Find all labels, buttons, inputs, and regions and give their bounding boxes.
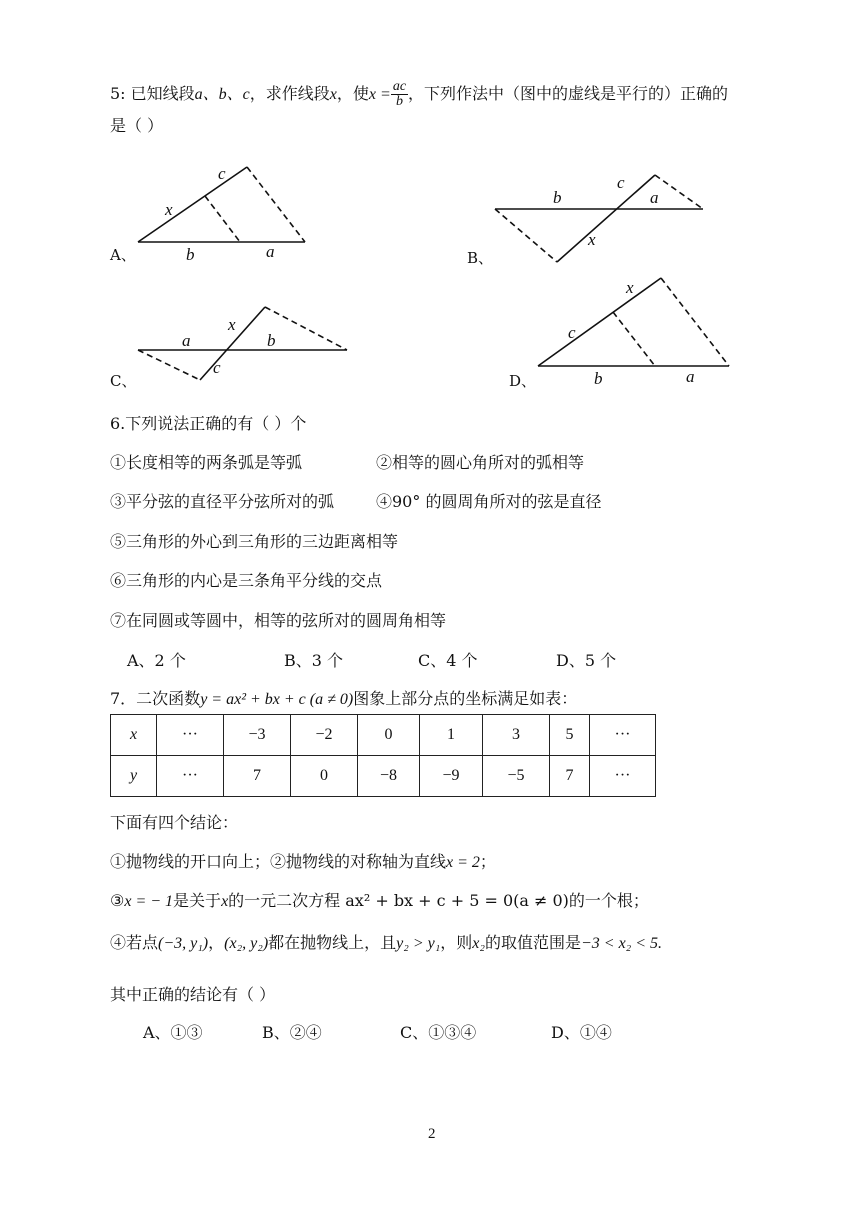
q7-c4-text-b: ， — [208, 933, 225, 952]
fig-b-c: c — [617, 173, 625, 192]
q5-frac-den: b — [395, 94, 403, 109]
q7-c4-text-e: 的取值范围是 — [484, 933, 581, 952]
q6-statement-4: ④90° 的圆周角所对的弦是直径 — [376, 492, 602, 511]
fig-d-c: c — [568, 323, 576, 342]
q7-c12-end: ； — [479, 852, 496, 871]
q7-option-d: D、①④ — [551, 1023, 612, 1042]
q5-eq-lhs: x = — [368, 86, 391, 103]
table-cell-x-label: x — [111, 715, 157, 756]
q7-c4-point2: (x₂, y₂) — [224, 935, 269, 952]
table-cell: −2 — [291, 715, 358, 756]
fig-a-a: a — [266, 242, 275, 261]
table-cell: 0 — [358, 715, 420, 756]
q7-conclusion-1-2 — [110, 849, 496, 872]
fig-c-x: x — [228, 315, 236, 334]
q6-option-a: A、2 个 — [127, 651, 186, 670]
q7-c4-text-a: ④若点 — [110, 933, 159, 952]
q6-statement-3: ③平分弦的直径平分弦所对的弧 — [110, 492, 335, 511]
table-cell-y-label: y — [111, 756, 157, 797]
q7-c3-eq: x = − 1 — [124, 893, 174, 910]
table-cell: 3 — [483, 715, 550, 756]
table-cell: 1 — [420, 715, 483, 756]
q7-c4-text-c: 都在抛物线上，且 — [268, 933, 397, 952]
q5-text-d: ，下列作法中（图中的虚线是平行的）正确的 — [408, 84, 729, 103]
q6-option-c: C、4 个 — [418, 651, 478, 670]
q7-c12-eq: x = 2 — [446, 854, 480, 871]
fig-d-b: b — [594, 369, 603, 388]
q7-c4-text-d: ，则 — [440, 933, 473, 952]
q6-statement-7: ⑦在同圆或等圆中，相等的弦所对的圆周角相等 — [110, 611, 447, 630]
fig-b-label: B、 — [467, 249, 494, 267]
q7-c4-var: x₂ — [472, 935, 485, 952]
q5-var-abc: a、b、c — [194, 86, 250, 103]
table-cell: ··· — [590, 756, 656, 797]
table-cell: ··· — [157, 715, 224, 756]
q7-conclusion-4 — [110, 930, 662, 953]
q6-statement-5: ⑤三角形的外心到三角形的三边距离相等 — [110, 532, 399, 551]
q5-stem — [110, 80, 728, 109]
table-cell: ··· — [590, 715, 656, 756]
table-cell: 0 — [291, 756, 358, 797]
q5-text-a: 5: 已知线段 — [110, 84, 195, 103]
fig-c-b: b — [267, 331, 276, 350]
q6-statement-1: ①长度相等的两条弧是等弧 — [110, 453, 303, 472]
q5-var-x: x — [329, 86, 337, 103]
q7-ask: 其中正确的结论有（ ） — [110, 985, 276, 1004]
table-row-x — [111, 715, 656, 756]
fig-d-label: D、 — [509, 372, 537, 390]
figure-a — [109, 164, 305, 264]
q7-stem-a: 7．二次函数 — [110, 689, 201, 708]
table-cell: −8 — [358, 756, 420, 797]
q5-text-c: ，使 — [336, 84, 369, 103]
fig-b-a: a — [650, 188, 659, 207]
q7-c12-text: ①抛物线的开口向上；②抛物线的对称轴为直线 — [110, 852, 447, 871]
q5-frac-num: ac — [392, 79, 407, 94]
page-number: 2 — [428, 1126, 436, 1142]
table-cell: 7 — [224, 756, 291, 797]
fig-c-c: c — [213, 358, 221, 377]
q6-stem: 6.下列说法正确的有（ ）个 — [110, 414, 307, 433]
fig-c-label: C、 — [110, 372, 137, 390]
q7-stem — [110, 686, 577, 709]
q6-statement-2: ②相等的圆心角所对的弧相等 — [376, 453, 585, 472]
q6-option-b: B、3 个 — [284, 651, 344, 670]
fig-d-a: a — [686, 367, 695, 386]
fig-a-c: c — [218, 164, 226, 183]
figure-c — [110, 307, 347, 390]
q6-statement-6: ⑥三角形的内心是三条角平分线的交点 — [110, 571, 383, 590]
q7-c4-range: −3 < x₂ < 5. — [580, 935, 663, 952]
q7-c3-rest: 的一元二次方程 ax² + bx + c + 5 = 0(a ≠ 0)的一个根； — [228, 891, 649, 910]
table-cell: −9 — [420, 756, 483, 797]
table-cell: −3 — [224, 715, 291, 756]
table-cell: ··· — [157, 756, 224, 797]
q7-formula: y = ax² + bx + c (a ≠ 0) — [200, 691, 354, 708]
table-cell: −5 — [483, 756, 550, 797]
table-row-y — [111, 756, 656, 797]
q7-stem-b: 图象上部分点的坐标满足如表： — [353, 689, 578, 708]
q7-c4-ineq: y₂ > y₁ — [396, 935, 441, 952]
q7-intro: 下面有四个结论： — [110, 813, 239, 832]
q7-values-table — [110, 714, 656, 797]
q7-option-c: C、①③④ — [400, 1023, 477, 1042]
table-cell: 7 — [550, 756, 590, 797]
fig-a-x: x — [165, 200, 173, 219]
fig-b-b: b — [553, 188, 562, 207]
q7-c4-point1: (−3, y₁) — [158, 935, 209, 952]
q5-stem-line2: 是（ ） — [110, 116, 164, 135]
table-cell: 5 — [550, 715, 590, 756]
figure-b — [467, 173, 703, 267]
fig-a-b: b — [186, 245, 195, 264]
q7-option-a: A、①③ — [143, 1023, 203, 1042]
fig-a-label: A、 — [110, 246, 136, 264]
fig-d-x: x — [626, 278, 634, 297]
q5-fraction — [391, 80, 408, 109]
q5-text-b: ，求作线段 — [249, 84, 330, 103]
fig-c-a: a — [182, 331, 191, 350]
q7-c3-num: ③ — [110, 891, 125, 910]
q7-option-b: B、②④ — [262, 1023, 322, 1042]
figure-d — [509, 278, 729, 390]
fig-b-x: x — [588, 230, 596, 249]
q7-c3-text: 是关于 — [173, 891, 222, 910]
q7-c3-var: x — [221, 893, 229, 910]
q7-conclusion-3 — [110, 888, 649, 911]
q6-option-d: D、5 个 — [556, 651, 617, 670]
